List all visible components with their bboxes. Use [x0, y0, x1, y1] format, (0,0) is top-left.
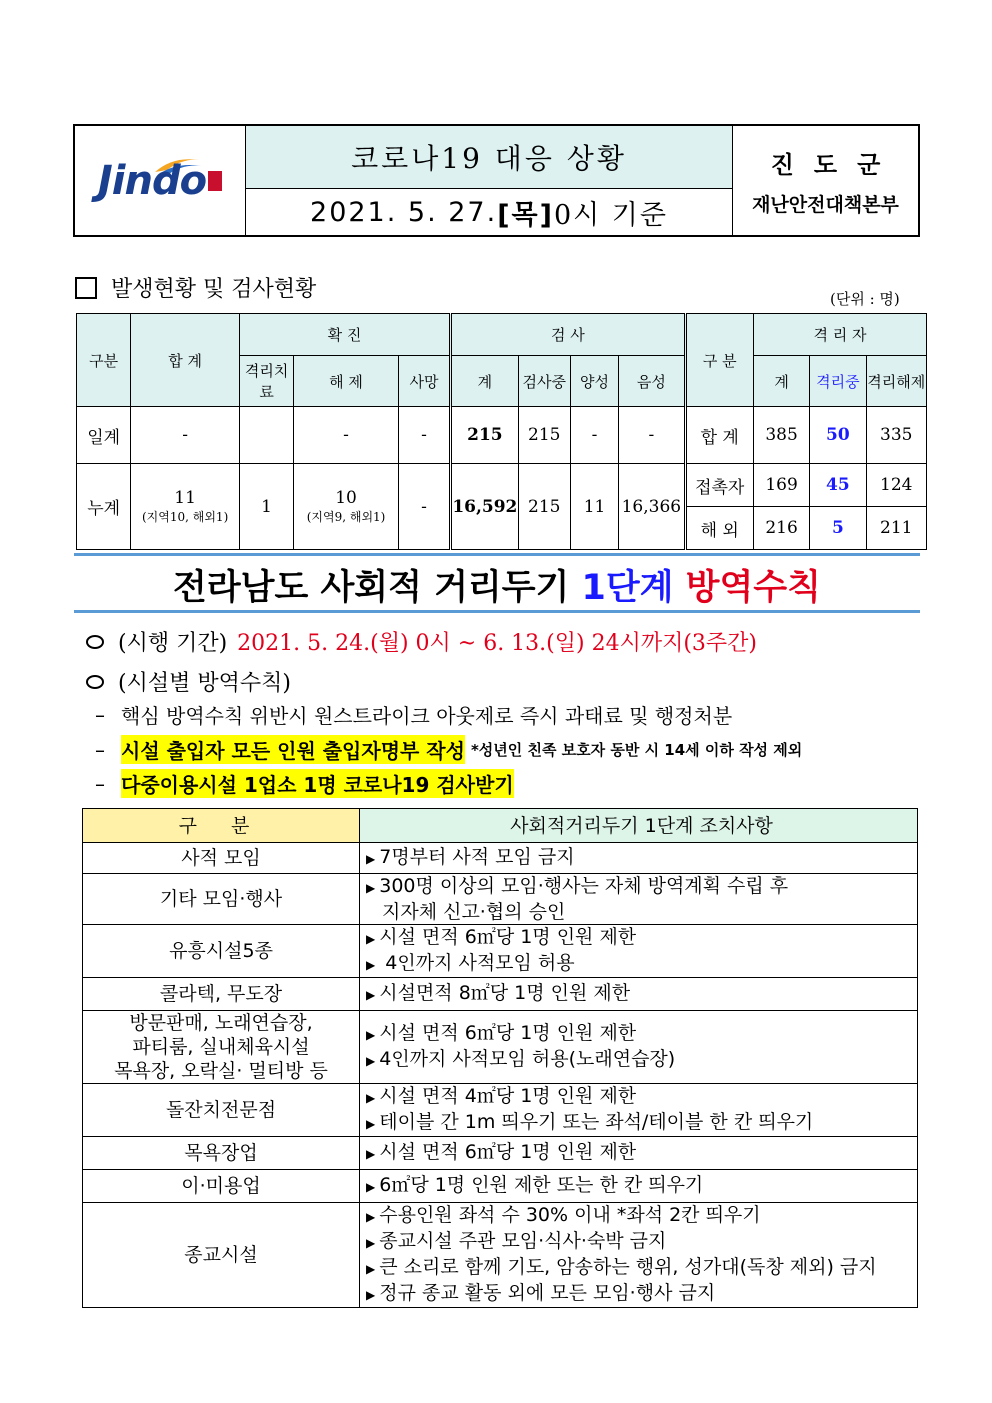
- date-suffix: 0시 기준: [553, 199, 668, 231]
- rules-row: [83, 1203, 918, 1308]
- report-date: [246, 189, 732, 235]
- rules-action-text: 테이블 간 1m 띄우기 또는 좌석/테이블 한 칸 띄우기: [379, 1111, 814, 1133]
- rules-action-line: [366, 951, 917, 977]
- rules-category-line: 파티룸, 실내체육시설: [132, 1036, 310, 1058]
- dash-icon: –: [95, 702, 105, 727]
- circle-bullet-icon: [86, 675, 104, 689]
- daily-isolated: [239, 407, 293, 464]
- rules-action-line: [366, 845, 917, 871]
- cumulative-released-value: 10: [335, 488, 357, 508]
- q-row-released: 124: [866, 464, 926, 507]
- rules-action-line: [366, 900, 917, 924]
- dash-item: [95, 735, 802, 764]
- rules-action-text: 큰 소리로 함께 기도, 암송하는 행위, 성가대(독창 제외) 금지: [379, 1256, 877, 1278]
- rules-action-line: [366, 1203, 917, 1229]
- rules-category-line: 돌잔치전문점: [165, 1099, 277, 1121]
- circle-bullet-icon: [86, 635, 104, 649]
- rules-category: [83, 874, 360, 925]
- triangle-bullet-icon: ▶: [366, 1180, 376, 1194]
- rules-actions: [360, 925, 918, 978]
- header-negative: 음성: [619, 356, 685, 407]
- rules-action-text: 시설 면적 6㎡당 1명 인원 제한: [379, 1022, 637, 1044]
- rules-action-text: 4인까지 사적모임 허용(노래연습장): [379, 1048, 676, 1070]
- rules-category-line: 종교시설: [184, 1244, 258, 1266]
- q-row-label: 접촉자: [685, 464, 753, 507]
- rules-action-line: [366, 1173, 917, 1199]
- rules-category-line: 유흥시설5종: [169, 940, 273, 962]
- daily-positive: -: [570, 407, 618, 464]
- triangle-bullet-icon: ▶: [366, 852, 376, 866]
- daily-negative: -: [619, 407, 685, 464]
- triangle-bullet-icon: ▶: [366, 1028, 376, 1042]
- rules-action-text: 지자체 신고·협의 승인: [382, 901, 566, 923]
- triangle-bullet-icon: ▶: [366, 1147, 376, 1161]
- q-row-total: 169: [753, 464, 809, 507]
- triangle-bullet-icon: ▶: [366, 988, 376, 1002]
- rules-category-line: 기타 모임·행사: [159, 888, 283, 910]
- rules-actions: [360, 1084, 918, 1137]
- header-q-total: 계: [753, 356, 809, 407]
- cumulative-released: [294, 464, 399, 550]
- banner-level: 1단계: [581, 568, 674, 608]
- cumulative-death: -: [398, 464, 450, 550]
- cumulative-test-total: 16,592: [451, 464, 518, 550]
- triangle-bullet-icon: ▶: [366, 1117, 376, 1131]
- header-gubun2: 구 분: [685, 314, 753, 407]
- row-cumulative-label: 누계: [77, 464, 131, 550]
- cumulative-released-sub: (지역9, 해외1): [306, 510, 386, 524]
- header-quarantine: 격 리 자: [753, 314, 926, 356]
- rules-category: [83, 1011, 360, 1084]
- rules-actions: [360, 1170, 918, 1203]
- rules-row: [83, 1170, 918, 1203]
- rules-category-line: 방문판매, 노래연습장,: [129, 1012, 313, 1034]
- report-title: 코로나19 대응 상황: [246, 126, 732, 189]
- rules-action-line: [366, 1140, 917, 1166]
- banner-divider-bottom: [74, 610, 920, 613]
- logo-stamp-icon: [208, 171, 222, 191]
- period-label: (시행 기간): [118, 631, 228, 656]
- rules-action-line: [366, 874, 917, 900]
- rules-row: [83, 978, 918, 1011]
- rules-category-line: 목욕장업: [184, 1142, 258, 1164]
- rules-row: [83, 925, 918, 978]
- banner-rules: 방역수칙: [673, 568, 821, 608]
- rules-header-category: 구 분: [83, 809, 360, 843]
- date-day: [목]: [497, 199, 554, 231]
- header-testing: 검사중: [518, 356, 570, 407]
- rules-actions: [360, 874, 918, 925]
- rules-action-text: 시설 면적 4㎡당 1명 인원 제한: [379, 1085, 637, 1107]
- dash-item-text: 시설 출입자 모든 인원 출입자명부 작성: [121, 735, 465, 764]
- rules-category: [83, 1084, 360, 1137]
- q-row-total: 385: [753, 407, 809, 464]
- rules-row: [83, 874, 918, 925]
- triangle-bullet-icon: ▶: [366, 1210, 376, 1224]
- rules-category-line: 목욕장, 오락실· 멀티방 등: [114, 1060, 328, 1082]
- header-death: 사망: [398, 356, 450, 407]
- rules-category-line: 사적 모임: [181, 847, 261, 869]
- row-daily-label: 일계: [77, 407, 131, 464]
- header-test: 검 사: [451, 314, 685, 356]
- rules-action-text: 7명부터 사적 모임 금지: [379, 846, 575, 868]
- triangle-bullet-icon: ▶: [366, 1288, 376, 1302]
- rules-category: [83, 925, 360, 978]
- q-row-in: 50: [810, 407, 866, 464]
- cumulative-testing: 215: [518, 464, 570, 550]
- rules-row: [83, 1084, 918, 1137]
- rules-action-text: 시설 면적 6㎡당 1명 인원 제한: [379, 1141, 637, 1163]
- facility-heading: [86, 666, 291, 697]
- triangle-bullet-icon: ▶: [366, 1054, 376, 1068]
- triangle-bullet-icon: ▶: [366, 881, 376, 895]
- rules-action-line: [366, 1021, 917, 1047]
- rules-actions: [360, 843, 918, 874]
- rules-action-line: [366, 1047, 917, 1073]
- rules-actions: [360, 1203, 918, 1308]
- triangle-bullet-icon: ▶: [366, 1262, 376, 1276]
- header-released: 해 제: [294, 356, 399, 407]
- daily-total: -: [131, 407, 240, 464]
- section-title-status: [75, 272, 316, 303]
- rules-category: [83, 1203, 360, 1308]
- cumulative-negative: 16,366: [619, 464, 685, 550]
- header-gubun: 구분: [77, 314, 131, 407]
- rules-row: [83, 1011, 918, 1084]
- header-positive: 양성: [570, 356, 618, 407]
- rules-category: [83, 1170, 360, 1203]
- cumulative-isolated: 1: [239, 464, 293, 550]
- cumulative-total-value: 11: [174, 488, 196, 508]
- q-row-in: 45: [810, 464, 866, 507]
- triangle-bullet-icon: ▶: [366, 958, 376, 972]
- dash-item: [95, 769, 514, 798]
- unit-label: (단위 : 명): [830, 290, 900, 308]
- logo-text: Jindo: [97, 157, 207, 204]
- q-row-total: 216: [753, 507, 809, 550]
- cumulative-positive: 11: [570, 464, 618, 550]
- rules-header-actions: 사회적거리두기 1단계 조치사항: [360, 809, 918, 843]
- triangle-bullet-icon: ▶: [366, 1091, 376, 1105]
- dash-item-text: 다중이용시설 1업소 1명 코로나19 검사받기: [121, 769, 514, 798]
- daily-released: -: [294, 407, 399, 464]
- rules-action-line: [366, 1110, 917, 1136]
- dash-icon: –: [95, 737, 105, 762]
- rules-action-text: 시설 면적 6㎡당 1명 인원 제한: [379, 926, 637, 948]
- cumulative-total-sub: (지역10, 해외1): [141, 510, 229, 524]
- q-row-label: 해 외: [685, 507, 753, 550]
- rules-category: [83, 843, 360, 874]
- banner-title: [74, 560, 920, 610]
- rules-action-line: [366, 1255, 917, 1281]
- rules-action-line: [366, 1084, 917, 1110]
- checkbox-square-icon: [75, 277, 97, 299]
- rules-row: [83, 1137, 918, 1170]
- facility-heading-text: (시설별 방역수칙): [118, 671, 291, 696]
- status-table: [76, 313, 927, 550]
- rules-row: [83, 843, 918, 874]
- daily-death: -: [398, 407, 450, 464]
- rules-actions: [360, 1011, 918, 1084]
- date-prefix: 2021. 5. 27.: [310, 196, 498, 228]
- q-row-label: 합 계: [685, 407, 753, 464]
- header-total: 합 계: [131, 314, 240, 407]
- section-title-text: 발생현황 및 검사현황: [111, 277, 317, 302]
- rules-category-line: 이·미용업: [181, 1175, 261, 1197]
- dash-item-text: 핵심 방역수칙 위반시 원스트라이크 아웃제로 즉시 과태료 및 행정처분: [121, 704, 733, 728]
- rules-actions: [360, 1137, 918, 1170]
- rules-action-text: 수용인원 좌석 수 30% 이내 *좌석 2칸 띄우기: [379, 1204, 761, 1226]
- q-row-in: 5: [810, 507, 866, 550]
- rules-table: [82, 808, 918, 1308]
- rules-category-line: 콜라텍, 무도장: [159, 983, 283, 1005]
- q-row-released: 335: [866, 407, 926, 464]
- q-row-released: 211: [866, 507, 926, 550]
- header-q-released: 격리해제: [866, 356, 926, 407]
- rules-action-text: 6㎡당 1명 인원 제한 또는 한 칸 띄우기: [379, 1174, 704, 1196]
- dash-icon: –: [95, 771, 105, 796]
- rules-category: [83, 1137, 360, 1170]
- rules-action-text: 4인까지 사적모임 허용: [379, 952, 575, 974]
- rules-actions: [360, 978, 918, 1011]
- rules-action-line: [366, 981, 917, 1007]
- rules-action-text: 종교시설 주관 모임·식사·숙박 금지: [379, 1230, 667, 1252]
- rules-category: [83, 978, 360, 1011]
- cumulative-total: [131, 464, 240, 550]
- org-name: 진도군: [770, 149, 901, 179]
- org-subtitle: 재난안전대책본부: [752, 193, 899, 216]
- header-isolated: 격리치료: [239, 356, 293, 407]
- period-value: 2021. 5. 24.(월) 0시 ~ 6. 13.(일) 24시까지(3주간): [237, 631, 757, 656]
- daily-testing: 215: [518, 407, 570, 464]
- rules-action-line: [366, 1281, 917, 1307]
- daily-test-total: 215: [451, 407, 518, 464]
- rules-action-text: 300명 이상의 모임·행사는 자체 방역계획 수립 후: [379, 875, 789, 897]
- banner-part1: 전라남도 사회적 거리두기: [173, 568, 582, 608]
- header-q-in: 격리중: [810, 356, 866, 407]
- dash-item: [95, 700, 732, 729]
- header-confirmed: 확 진: [239, 314, 450, 356]
- jindo-logo: [75, 126, 246, 235]
- rules-action-text: 정규 종교 활동 외에 모든 모임·행사 금지: [379, 1282, 716, 1304]
- banner-divider-top: [74, 553, 920, 556]
- period-bullet: [86, 626, 757, 657]
- rules-action-text: 시설면적 8㎡당 1명 인원 제한: [379, 982, 631, 1004]
- header-box: [73, 124, 920, 237]
- triangle-bullet-icon: ▶: [366, 932, 376, 946]
- dash-item-note: *성년인 친족 보호자 동반 시 14세 이하 작성 제외: [470, 741, 803, 759]
- rules-action-line: [366, 1229, 917, 1255]
- header-test-total: 계: [451, 356, 518, 407]
- rules-action-line: [366, 925, 917, 951]
- triangle-bullet-icon: ▶: [366, 1236, 376, 1250]
